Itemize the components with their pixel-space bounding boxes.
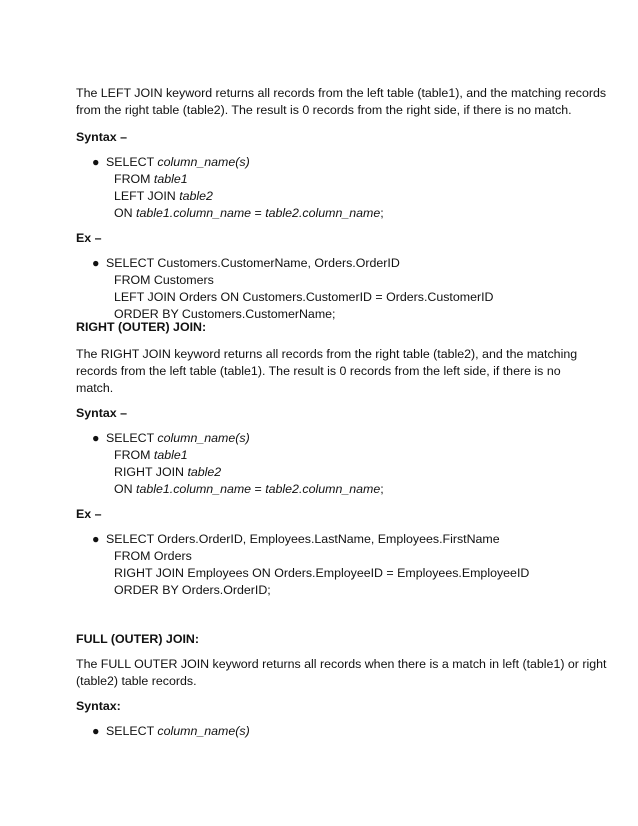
left-join-syntax-line-3 xyxy=(114,188,213,204)
right-join-example-bullet: ● xyxy=(92,532,100,546)
sql-placeholder: table2 xyxy=(179,189,213,203)
sql-operator: = xyxy=(251,482,266,496)
full-join-desc-line-2: (table2) table records. xyxy=(76,674,197,688)
right-join-example-line-3: RIGHT JOIN Employees ON Orders.EmployeeID = Employees.EmployeeID xyxy=(114,566,530,580)
sql-placeholder: table1 xyxy=(153,448,188,462)
sql-keyword: FROM xyxy=(114,172,154,186)
sql-keyword: LEFT JOIN xyxy=(114,189,180,203)
right-join-syntax-line-3 xyxy=(114,464,221,480)
sql-keyword: SELECT xyxy=(106,155,158,169)
left-join-syntax-line-1 xyxy=(106,154,250,170)
right-join-syntax-line-4 xyxy=(114,481,384,497)
sql-keyword: SELECT xyxy=(106,724,158,738)
right-join-desc-line-1: The RIGHT JOIN keyword returns all records from the right table (table2), and the matching xyxy=(76,347,578,361)
full-join-syntax-bullet: ● xyxy=(92,724,100,738)
right-join-example-line-4: ORDER BY Orders.OrderID; xyxy=(114,583,271,597)
right-join-syntax-label: Syntax – xyxy=(76,406,127,420)
sql-placeholder: table2.column_name xyxy=(265,206,381,220)
sql-keyword: ON xyxy=(114,206,137,220)
left-join-example-line-2: FROM Customers xyxy=(114,273,214,287)
left-join-ex-label: Ex – xyxy=(76,231,102,245)
sql-placeholder: column_name(s) xyxy=(157,155,250,169)
left-join-example-line-4: ORDER BY Customers.CustomerName; xyxy=(114,307,336,321)
sql-keyword: ON xyxy=(114,482,137,496)
sql-placeholder: table2.column_name xyxy=(265,482,381,496)
left-join-desc-line-1: The LEFT JOIN keyword returns all records from the left table (table1), and the matching records xyxy=(76,86,607,100)
left-join-syntax-bullet: ● xyxy=(92,155,100,169)
full-join-syntax-label: Syntax: xyxy=(76,699,121,713)
left-join-desc-line-2: from the right table (table2). The result is 0 records from the right side, if there is no match. xyxy=(76,103,572,117)
left-join-syntax-line-2 xyxy=(114,171,188,187)
sql-placeholder: table2 xyxy=(187,465,222,479)
sql-placeholder: table1.column_name xyxy=(136,482,252,496)
left-join-syntax-label: Syntax – xyxy=(76,130,127,144)
sql-placeholder: column_name(s) xyxy=(157,431,250,445)
sql-placeholder: table1 xyxy=(153,172,188,186)
sql-placeholder: table1.column_name xyxy=(136,206,252,220)
full-join-desc-line-1: The FULL OUTER JOIN keyword returns all records when there is a match in left (table1) or right xyxy=(76,657,607,671)
left-join-example-line-3: LEFT JOIN Orders ON Customers.CustomerID = Orders.CustomerID xyxy=(114,290,494,304)
sql-terminator: ; xyxy=(380,206,384,220)
right-join-syntax-bullet: ● xyxy=(92,431,100,445)
left-join-example-line-1: SELECT Customers.CustomerName, Orders.OrderID xyxy=(106,256,400,270)
sql-keyword: SELECT xyxy=(106,431,158,445)
right-join-ex-label: Ex – xyxy=(76,507,102,521)
right-join-heading: RIGHT (OUTER) JOIN: xyxy=(76,320,207,334)
right-join-example-line-2: FROM Orders xyxy=(114,549,192,563)
left-join-example-bullet: ● xyxy=(92,256,100,270)
right-join-desc-line-2: records from the left table (table1). The result is 0 records from the left side, if there is no xyxy=(76,364,561,378)
right-join-example-line-1: SELECT Orders.OrderID, Employees.LastName, Employees.FirstName xyxy=(106,532,500,546)
sql-keyword: FROM xyxy=(114,448,154,462)
right-join-syntax-line-2 xyxy=(114,447,188,463)
sql-placeholder: column_name(s) xyxy=(157,724,250,738)
left-join-syntax-line-4 xyxy=(114,205,384,221)
sql-operator: = xyxy=(251,206,266,220)
right-join-syntax-line-1 xyxy=(106,430,250,446)
full-join-heading: FULL (OUTER) JOIN: xyxy=(76,632,199,646)
sql-keyword: RIGHT JOIN xyxy=(114,465,188,479)
right-join-desc-line-3: match. xyxy=(76,381,114,395)
sql-terminator: ; xyxy=(380,482,384,496)
full-join-syntax-line-1 xyxy=(106,723,250,739)
